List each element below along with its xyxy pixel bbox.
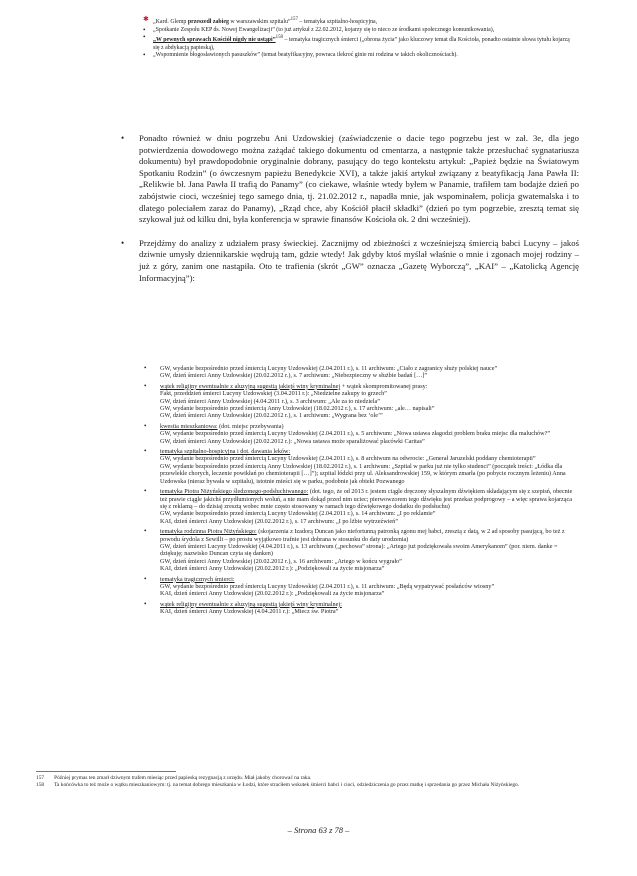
footnote-text: Później prymas ten zmarł dziwnym trafem miesiąc przed papieską rezygnacją z urzędu. Miał jakoby chorować na raka. <box>54 775 312 781</box>
bullet-marker: • <box>121 237 125 248</box>
list-item-heading <box>160 601 580 608</box>
press-analysis-list <box>144 364 580 619</box>
heading-tail: (skojarzenia z Izadorą Duncan jako niefortunną patronką zgonu mej babci, zresztą z datą, w 2 ad sposoby pasującą, bo też z powodu śrydola z Sewilli – po prostu wyjątkowo trafnie jest dobrana w stosunku do daty urodzenia) <box>160 528 565 543</box>
list-item <box>144 574 580 598</box>
bullet-marker: • <box>144 421 147 430</box>
paragraph <box>121 237 579 284</box>
citation-line: KAI, dzień śmierci Anny Uzdowskiej (4.04.2011 r.): „Miecz św. Piotra” <box>160 608 339 616</box>
list-item-heading <box>160 423 580 430</box>
bullet-marker-red: ✱ <box>143 15 149 23</box>
bullet-marker: • <box>144 364 147 372</box>
list-item <box>143 34 573 52</box>
list-item <box>144 447 580 485</box>
list-item-heading <box>160 488 580 510</box>
list-item <box>144 527 580 573</box>
footnote-separator <box>36 771 176 772</box>
bullet-marker: • <box>143 25 146 34</box>
heading-text: wątek religijny ewentualnie z aluzyjną sugestią jakiejś winy kryminalnej: <box>160 600 342 608</box>
list-item-heading <box>160 383 580 390</box>
citation-line: Fakt, przeddzień śmierci Lucyny Uzdowskiej (3.04.2011 r.): „Niedzielne zakupy to grzech” <box>160 390 387 398</box>
citation-line: GW, dzień śmierci Anny Uzdowskiej (4.04.2011 r.), s. 3 archiwum: „Ale za to niedziela” <box>160 397 380 405</box>
list-item <box>144 421 580 445</box>
heading-tail: (dot. tego, że od 2013 r. jestem ciągle dręczony słyszalnym dźwiękiem składającym się z szepisń, obecnie też prawie ciągle jakichś przydłumionych woluń, a nie mam dokąd przed nim uciec; pierwowzorem tego dźwięku jest przekaz podprogowy – a więc sprawa kojarząca się z reklamą – do dzisiaj zresztą wobec mnie często stosowany w ramach tego dźwiękowego dodatku do podsłuchu) <box>160 488 573 510</box>
footnote-number: 157 <box>36 775 45 781</box>
citation-line: GW, wydanie bezpośrednio przed śmiercią Lucyny Uzdowskiej (2.04.2011 r.), s. 8 archiwum na odwrocie: „Generał Jaruzelski poddany chemioterapii” <box>160 455 536 463</box>
list-item <box>143 27 573 35</box>
bullet-marker: • <box>144 599 147 608</box>
footnote-text: Ta końcówka to też może o wątku mieszkaniowym: tj. na temat dobrego mieszkania w Łodzi, które straciłem wskutek śmierci babci i cioci, odziedziczenia go przez matkę i sprzedania go przez Michała Niżyńskiego. <box>54 781 520 788</box>
citation-line: KAI, dzień śmierci Anny Uzdowskiej (20.02.2012 r.): „Podziękowali za życie misjonarza” <box>160 590 385 598</box>
citation-line: GW, dzień śmierci Anny Uzdowskiej (20.02.2012 r.), s. 7 archiwum: „Niebezpieczny w służbie badań […]” <box>160 372 428 380</box>
heading-text: kwestia mieszkaniowa: <box>160 422 218 430</box>
item-text: – tematyka szpitalno-hospicyjna, <box>297 18 378 25</box>
citation-line: GW, wydanie bezpośrednio przed śmiercią Lucyny Uzdowskiej (2.04.2011 r.), s. 11 archiwum: „Ciało z zagranicy służy polskiej nauce” <box>160 365 498 372</box>
item-text: w warszawskim szpitalu” <box>228 18 291 25</box>
heading-tail: (dot. miejsc przebywania) <box>217 422 284 430</box>
footnote <box>36 782 596 789</box>
bullet-marker: • <box>144 487 147 496</box>
heading-text: tematyka tragicznych śmierci: <box>160 575 235 583</box>
bullet-marker: • <box>143 33 146 42</box>
citation-line: GW, dzień śmierci Lucyny Uzdowskiej (4.04.2011 r.), s. 13 archiwum („pechowa” strona): „Artego już podziękowała swoim Amerykanom” (por. niem. danke = dziękuję; nazwisko Duncan czyta się danken) <box>160 542 558 558</box>
citation-line: GW, dzień śmierci Anny Uzdowskiej (20.02.2012 r.): „Nowa ustawa może sparaliżować placówki Caritas” <box>160 437 425 445</box>
heading-tail: + wątek skompromitowanej prasy: <box>340 382 428 390</box>
list-item-heading <box>160 448 580 455</box>
paragraph <box>121 133 579 226</box>
list-item <box>144 599 580 616</box>
list-item <box>144 487 580 525</box>
item-text: „Wspomnienie błogosławionych pasuszków” (temat beatyfikacyjny, powraca ilekroć ginie mi rodzina w takich okolicznościach). <box>153 52 458 59</box>
bullet-marker: • <box>144 381 147 390</box>
page-number: – Strona 63 z 78 – <box>287 825 350 835</box>
item-text: „Spotkanie Zespołu KEP ds. Nowej Ewangelizacji” (to już artykuł z 22.02.2012, kojarzy się to nieco ze środkami społecznego komunikowania), <box>153 26 495 33</box>
heading-text: tematyka rodzinna Piotra Niżyńskiego: <box>160 528 257 536</box>
heading-text: tematyka Piotra Niżyńskiego śledzonego-podsłuchiwanego: <box>160 488 309 496</box>
bullet-marker: • <box>143 51 146 60</box>
citation-line: GW, wydanie bezpośrednio przed śmiercią Lucyny Uzdowskiej (2.04.2011 r.), s. 5 archiwum: „Nowa ustawa złagodzi problem braku miejsc dla maluchów?” <box>160 430 551 438</box>
list-item-heading <box>160 576 580 583</box>
list-item-heading <box>160 528 580 543</box>
citation-line: GW, wydanie bezpośrednio przed śmiercią Lucyny Uzdowskiej (2.04.2011 r.), s. 11 archiwum: „Będą wypatrywać posłańców wiosny” <box>160 582 495 590</box>
bullet-marker: • <box>144 447 147 456</box>
citation-line: KAI, dzień śmierci Anny Uzdowskiej (20.02.2012 r.): „Podziękowali za życie misjonarza” <box>160 565 385 573</box>
heading-text: wątek religijny ewentualnie z aluzyjną sugestią jakiejś winy kryminalnej <box>160 382 341 390</box>
heading-text: tematyka szpitalno-hospicyjna i dot. dawania leków: <box>160 448 291 456</box>
citation-line: GW, dzień śmierci Anny Uzdowskiej (20.02.2012 r.), s. 1 archiwum: „Wygrana bez ‘ole’” <box>160 412 383 420</box>
paragraph-text: Przejdźmy do analizy z udziałem prasy świeckiej. Zacznijmy od zbieżności z wcześniejszą śmiercią babci Lucyny – jakoś dziwnie umysły dziennikarskie wędrują tam, gdzie wtedy! Jak gdyby ktoś myślał właśnie o mnie i zgonach mojej rodziny – już z góry, zanim one nastąpiła. Oto te trafienia (skrót „GW” oznacza „Gazetę Wyborczą”, „KAI” – „Katolicką Agencję Informacyjną”): <box>139 237 579 283</box>
footnote <box>36 775 596 782</box>
list-item <box>143 16 573 27</box>
footnote-number: 158 <box>36 781 45 788</box>
body-text <box>121 133 579 296</box>
footnote-ref: 158 <box>275 35 283 41</box>
item-text: – tematyka tragicznych śmierci („obrona życia” jako kluczowy temat dla Kościoła, ponadto ostatnie słowa tytułu kojarzą się z abdykacją papieską), <box>153 37 570 51</box>
item-text: „Kard. Glemp <box>153 18 188 25</box>
paragraph-text: Ponadto również w dniu pogrzebu Ani Uzdowskiej (zaświadczenie o dacie tego pogrzebu jest w zał. 3e, dla jego potwierdzenia dowodowego można zażądać takiego dokumentu od cmentarza, a następnie także przesłuchać sygnatariusza dokumentu) był prawdopodobnie oryginalnie dobrany, pasujący do tego kontekstu artykuł: „Papież będzie na Światowym Spotkaniu Rodzin” (o ówczesnym papieżu Benedykcie XVI), a także jakiś artykuł związany z beatyfikacją Jana Pawła II: „Relikwie bł. Jana Pawła II trafią do Panamy” (co ciekawe, właśnie wtedy byłem w Panamie, trafiłem tam bodajże dzień po zabójstwie cioci, wcześniej tego samego dnia, tj. 21.02.2012 r., napadła mnie, jak wspominałem, policja gwatemalska i to dlatego poleciałem zaraz do Panamy), „Rząd chce, aby Kościół płacił składki” (dzień po tym pogrzebie, zresztą temat się szykował już od kilku dni, była konferencja w sprawie finansów Kościoła ok. 2 dni wcześniej). <box>139 133 579 225</box>
bullet-marker: • <box>144 574 147 583</box>
citation-line: GW, wydanie bezpośrednio przed śmiercią Anny Uzdowskiej (18.02.2012 r.), s. 17 archiwum: „ale… napisali” <box>160 405 435 413</box>
top-bullet-list <box>143 16 573 60</box>
bullet-marker: • <box>121 133 125 143</box>
citation-line: GW, dzień śmierci Anny Uzdowskiej (20.02.2012 r.), s. 16 archiwum: „Artego w końcu wygrało” <box>160 557 402 565</box>
item-bold-text: „W pewnych sprawach Kościół nigdy nie ustąpi” <box>153 37 276 44</box>
bullet-marker: • <box>144 527 147 536</box>
citation-line: KAI, dzień śmierci Anny Uzdowskiej (20.02.2012 r.), s. 17 archiwum: „I po lżbie wytrzeźwień” <box>160 517 398 525</box>
footnotes <box>36 775 596 788</box>
item-bold-text: przeszedł zabieg <box>187 18 229 25</box>
list-item <box>144 381 580 420</box>
list-item <box>143 52 573 60</box>
list-item <box>144 364 580 380</box>
citation-line: GW, wydanie bezpośrednio przed śmiercią Anny Uzdowskiej (18.02.2012 r.), s. 1 archiwum: „Szpital w parku już nie tylko studenci” (początek treści: „Łódka dla przewlekle chorych, leczenie powikłań po chemioterapii […]”); szpital łódzki przy ul. Aleksandrowskiej 159, w którym zmarła (po pobycie rocznym leżeniu) Anna Uzdowska (nieraz bywała w szpitalu), istotnie mieści się w parku, podobnie jak obiekt Pozwanego <box>160 462 566 485</box>
footnote-ref: 157 <box>290 17 298 22</box>
citation-line: GW, wydanie bezpośrednio przed śmiercią Lucyny Uzdowskiej (2.04.2011 r.), s. 14 archiwum: „I po reklamie” <box>160 510 436 518</box>
